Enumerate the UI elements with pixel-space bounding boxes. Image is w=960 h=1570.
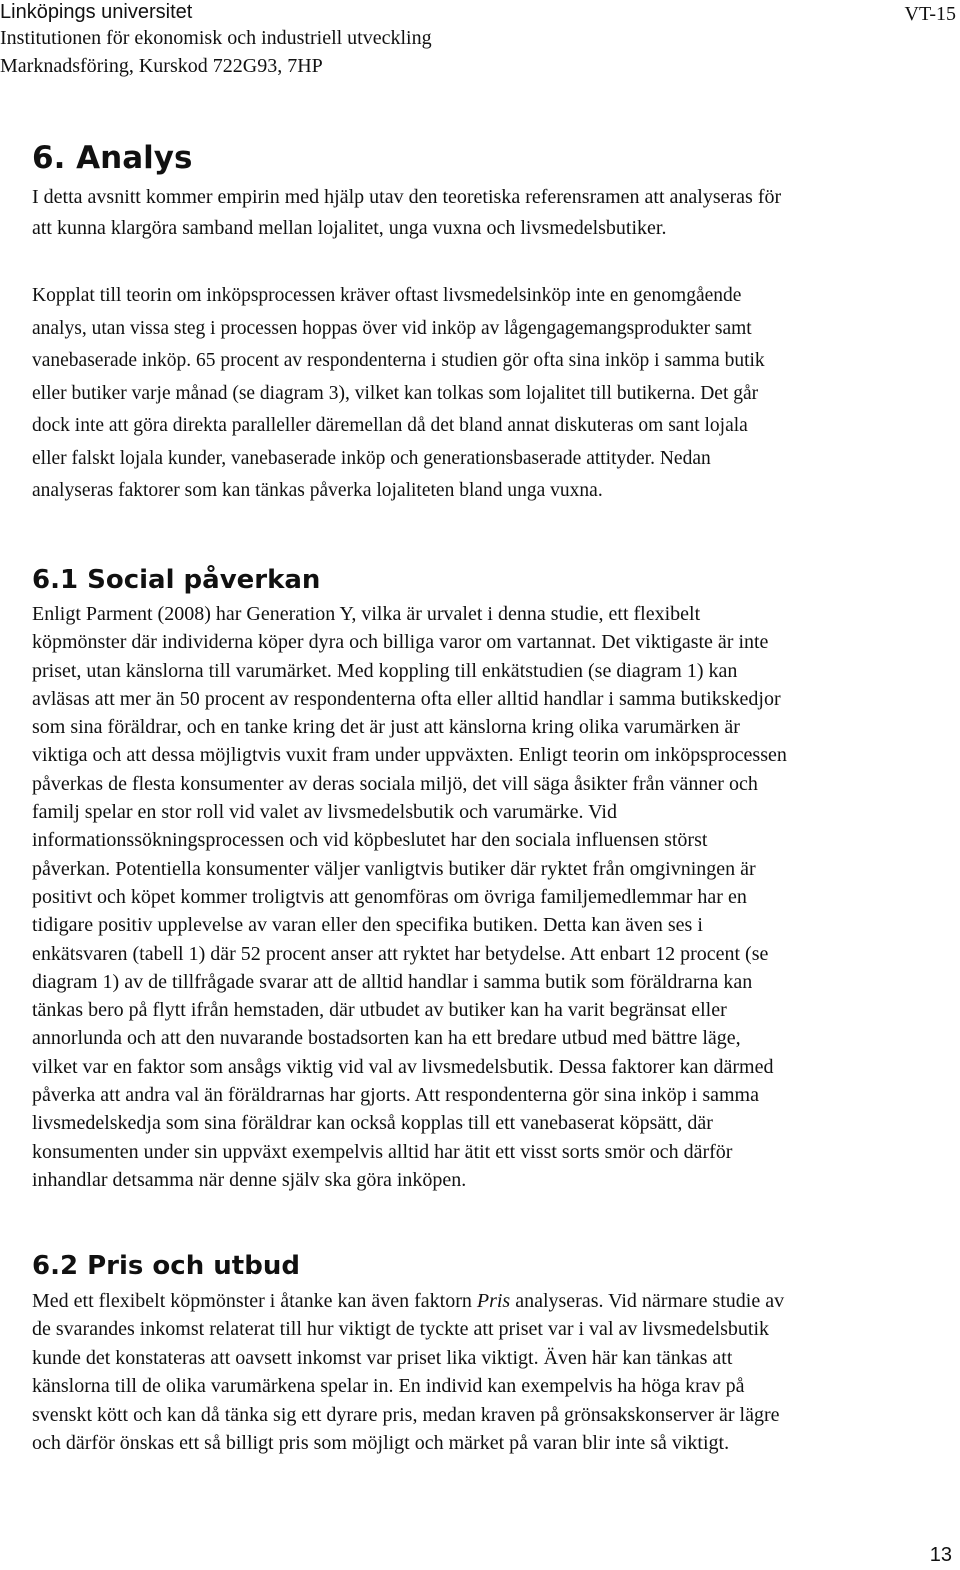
text-line: vilket var en faktor som ansågs viktig vid val av livsmedelsbutik. Dessa faktorer kan därmed: [32, 1055, 774, 1078]
subsection-title-social: 6.1 Social påverkan: [32, 565, 321, 595]
university-name: Linköpings universitet: [0, 1, 193, 23]
text-line: som sina föräldrar, och en tanke kring det är just att känslorna kring olika varumärken är: [32, 716, 740, 739]
pris-paragraph: [32, 1287, 960, 1457]
italic-term: Pris: [476, 1290, 511, 1312]
text-line: [32, 1287, 960, 1315]
text-line: enkätsvaren (tabell 1) där 52 procent anser att ryktet har betydelse. Att enbart 12 procent (se: [32, 942, 769, 965]
text-segment: analyseras. Vid närmare studie av: [510, 1290, 785, 1312]
subsection-title-pris: 6.2 Pris och utbud: [32, 1251, 300, 1281]
text-line: kunde det konstateras att oavsett inkomst var priset lika viktigt. Även här kan tänkas att: [32, 1346, 733, 1369]
text-line: annorlunda och att den nuvarande bostadsorten kan ha ett bredare utbud med bättre läge,: [32, 1027, 741, 1050]
page-header: [0, 0, 960, 90]
text-line: påverka att andra val än föräldrarnas har gjorts. Att respondenterna gör sina inköp i samma: [32, 1084, 759, 1107]
text-line: informationssökningsprocessen och vid köpbeslutet har den sociala influensen störst: [32, 829, 708, 852]
text-line: familj spelar en stor roll vid valet av livsmedelsbutik och varumärke. Vid: [32, 801, 617, 824]
text-line: tänkas bero på flytt ifrån hemstaden, där utbudet av butiker kan ha varit begränsat eller: [32, 999, 727, 1022]
text-line: vanebaserade inköp. 65 procent av respondenterna i studien gör ofta sina inköp i samma butik: [32, 350, 765, 371]
page-number: 13: [929, 1544, 952, 1566]
text-line: dock inte att göra direkta paralleller däremellan då det bland annat diskuteras om sant lojala: [32, 415, 748, 436]
text-line: avläsas att mer än 50 procent av respondenterna ofta eller alltid handlar i samma butikskedjor: [32, 687, 781, 710]
section-title: 6. Analys: [32, 140, 193, 176]
text-line: och därför önskas ett så billigt pris som möjligt och märket på varan blir inte så viktigt.: [32, 1431, 730, 1454]
term-label: VT-15: [904, 3, 956, 25]
text-line: priset, utan känslorna till varumärket. Med koppling till enkätstudien (se diagram 1) kan: [32, 659, 738, 682]
text-line: svenskt kött och kan då tänka sig ett dyrare pris, medan kraven på grönsakskonserver är lägre: [32, 1403, 780, 1426]
intro-paragraph: [32, 182, 960, 244]
text-line: viktiga och att dessa möjligtvis vuxit fram under uppväxten. Enligt teorin om inköpsprocessen: [32, 744, 787, 767]
text-line: analyseras faktorer som kan tänkas påverka lojaliteten bland unga vuxna.: [32, 480, 603, 501]
text-line: köpmönster där individerna köper dyra och billiga varor om vartannat. Det viktigaste är inte: [32, 631, 769, 654]
course-info: Marknadsföring, Kurskod 722G93, 7HP: [0, 55, 323, 77]
social-paragraph: [32, 600, 960, 1194]
text-line: diagram 1) av de tillfrågade svarar att de alltid handlar i samma butik som föräldrarna kan: [32, 970, 753, 993]
text-line: konsumenten under sin uppväxt exempelvis alltid har ätit ett visst sorts smör och därför: [32, 1140, 733, 1163]
text-line: inhandlar detsamma när denne själv ska göra inköpen.: [32, 1168, 467, 1191]
text-line: livsmedelskedja som sina föräldrar kan också kopplas till ett vanebaserat köpsätt, där: [32, 1112, 713, 1135]
text-line: tidigare positiv upplevelse av varan eller den specifika butiken. Detta kan även ses i: [32, 914, 703, 937]
text-segment: Med ett flexibelt köpmönster i åtanke kan även faktorn: [32, 1290, 477, 1312]
text-line: eller butiker varje månad (se diagram 3), vilket kan tolkas som lojalitet till butikerna. Det går: [32, 382, 759, 404]
text-line: positivt och köpet kommer troligtvis att genomföras om övriga familjemedlemmar har en: [32, 885, 747, 908]
text-line: de svarandes inkomst relaterat till hur viktigt de tyckte att priset var i val av livsmedelsbutik: [32, 1318, 770, 1341]
text-line: känslorna till de olika varumärkena spelar in. En individ kan exempelvis ha höga krav på: [32, 1375, 745, 1398]
text-line: analys, utan vissa steg i processen hoppas över vid inköp av lågengagemangsprodukter samt: [32, 317, 752, 339]
text-line: att kunna klargöra samband mellan lojalitet, unga vuxna och livsmedelsbutiker.: [32, 217, 667, 239]
text-line: Kopplat till teorin om inköpsprocessen kräver oftast livsmedelsinköp inte en genomgående: [32, 285, 742, 306]
text-line: påverkan. Potentiella konsumenter väljer vanligtvis butiker där ryktet från omgivningen är: [32, 857, 756, 880]
text-line: Enligt Parment (2008) har Generation Y, vilka är urvalet i denna studie, ett flexibelt: [32, 603, 701, 625]
department-name: Institutionen för ekonomisk och industriell utveckling: [0, 27, 432, 49]
analysis-paragraph: [32, 280, 960, 508]
text-line: eller falskt lojala kunder, vanebaserade inköp och generationsbaserade attityder. Nedan: [32, 447, 711, 469]
text-line: påverkas de flesta konsumenter av deras sociala miljö, det vill säga åsikter från vänner och: [32, 772, 758, 795]
text-line: I detta avsnitt kommer empirin med hjälp utav den teoretiska referensramen att analyseras för: [32, 186, 782, 208]
